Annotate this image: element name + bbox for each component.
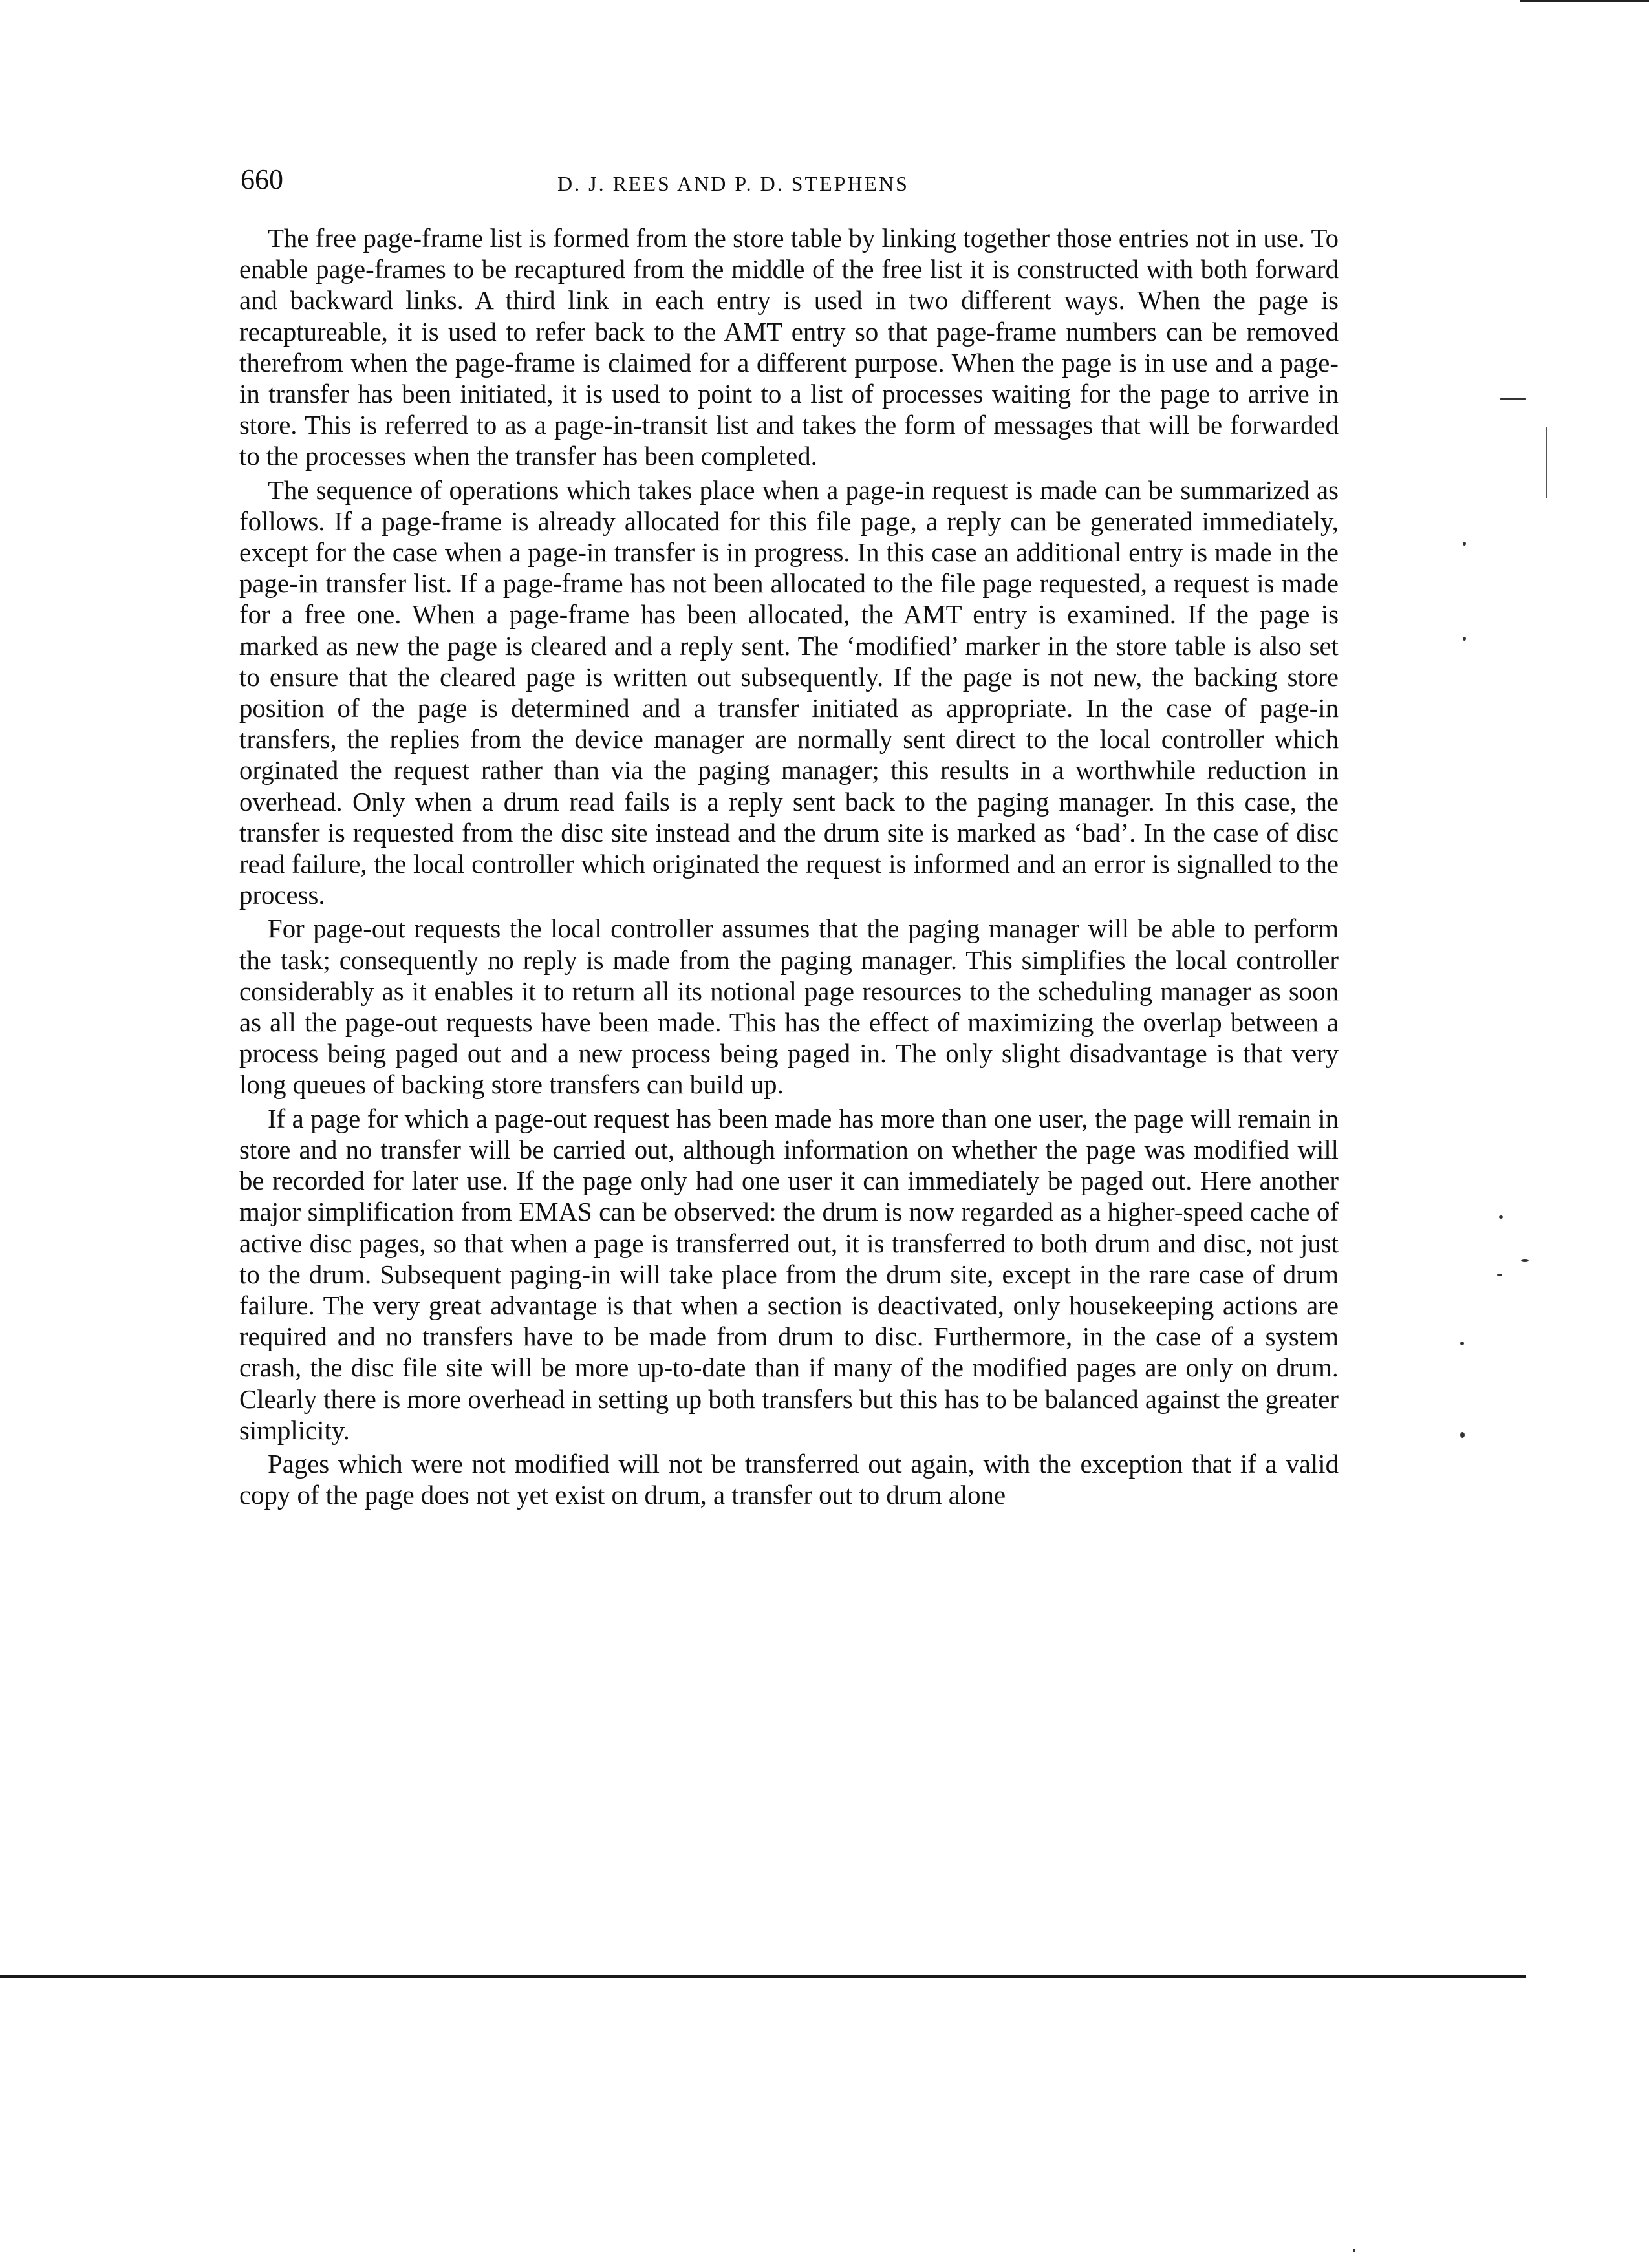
scan-speck bbox=[1460, 1342, 1464, 1345]
paragraph: Pages which were not modified will not be transferred out again, with the exception that if a valid copy of the page does not yet exist on drum, a transfer out to drum alone bbox=[239, 1449, 1339, 1510]
paragraph: If a page for which a page-out request has been made has more than one user, the page will remain in store and no transfer will be carried out, although information on whether the page was modified will be recorded for later use. If the page only had one user it can immediately be paged out. Here another major simplification from EMAS can be observed: the drum is now regarded as a higher-speed cache of active disc pages, so that when a page is transferred out, it is transferred to both drum and disc, not just to the drum. Subsequent paging-in will take place from the drum site, except in the rare case of drum failure. The very great advantage is that when a section is deactivated, only housekeeping actions are required and no transfers have to be made from drum to disc. Furthermore, in the case of a system crash, the disc file site will be more up-to-date than if many of the modified pages are only on drum. Clearly there is more overhead in setting up both transfers but this has to be balanced against the greater simplicity. bbox=[239, 1104, 1339, 1445]
page-header bbox=[241, 160, 1340, 199]
scan-speck bbox=[1353, 2249, 1355, 2252]
page-number: 660 bbox=[241, 164, 283, 195]
paragraph: The free page-frame list is formed from the store table by linking together those entries not in use. To enable page-frames to be recaptured from the middle of the free list it is constructed with both forward and backward links. A third link in each entry is used in two different ways. When the page is recaptureable, it is used to refer back to the AMT entry so that page-frame numbers can be removed therefrom when the page-frame is claimed for a different purpose. When the page is in use and a page-in transfer has been initiated, it is used to point to a list of processes waiting for the page to arrive in store. This is referred to as a page-in-transit list and takes the form of messages that will be forwarded to the processes when the transfer has been completed. bbox=[239, 224, 1339, 471]
scan-speck bbox=[1500, 398, 1526, 400]
running-head: D. J. REES AND P. D. STEPHENS bbox=[557, 172, 909, 195]
scan-speck bbox=[1463, 637, 1466, 641]
scan-speck bbox=[1497, 1274, 1502, 1276]
body-text bbox=[239, 223, 1339, 1514]
scan-speck bbox=[1463, 542, 1466, 546]
bottom-rule bbox=[0, 1975, 1526, 1978]
scan-margin-mark bbox=[1546, 427, 1547, 498]
scan-speck bbox=[1499, 1215, 1503, 1219]
scan-speck bbox=[1460, 1432, 1465, 1438]
scan-edge-line bbox=[1520, 0, 1649, 2]
paragraph: The sequence of operations which takes place when a page-in request is made can be summarized as follows. If a page-frame is already allocated for this file page, a reply can be generated immediately, except for the case when a page-in transfer is in progress. In this case an additional entry is made in the page-in transfer list. If a page-frame has not been allocated to the file page requested, a request is made for a free one. When a page-frame has been allocated, the AMT entry is examined. If the page is marked as new the page is cleared and a reply sent. The ‘modified’ marker in the store table is also set to ensure that the cleared page is written out subsequently. If the page is not new, the backing store position of the page is determined and a transfer initiated as appropriate. In the case of page-in transfers, the replies from the device manager are normally sent direct to the local controller which orginated the request rather than via the paging manager; this results in a worthwhile reduction in overhead. Only when a drum read fails is a reply sent back to the paging manager. In this case, the transfer is requested from the disc site instead and the drum site is marked as ‘bad’. In the case of disc read failure, the local controller which originated the request is informed and an error is signalled to the process. bbox=[239, 475, 1339, 910]
scan-speck bbox=[1521, 1259, 1529, 1262]
paragraph: For page-out requests the local controller assumes that the paging manager will be able to perform the task; consequently no reply is made from the paging manager. This simplifies the local controller considerably as it enables it to return all its notional page resources to the scheduling manager as soon as all the page-out requests have been made. This has the effect of maximizing the overlap between a process being paged out and a new process being paged in. The only slight disadvantage is that very long queues of backing store transfers can build up. bbox=[239, 914, 1339, 1100]
